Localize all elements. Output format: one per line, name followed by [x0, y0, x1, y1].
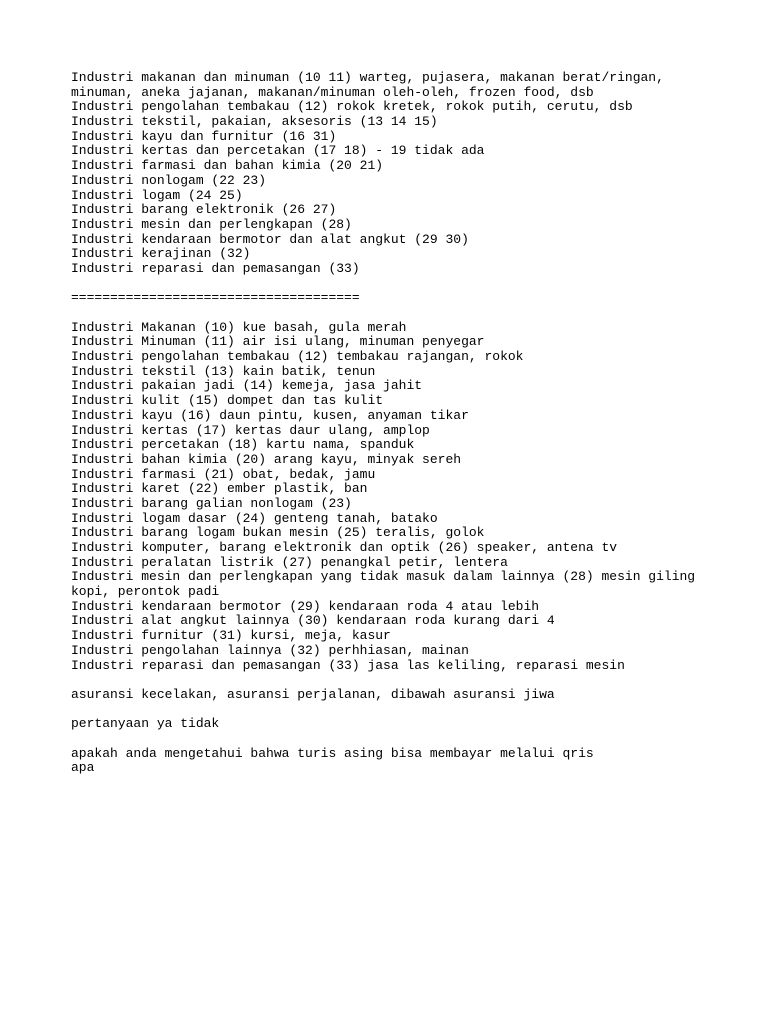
text-line: Industri reparasi dan pemasangan (33) jasa las keliling, reparasi mesin — [71, 657, 625, 673]
text-line: minuman, aneka jajanan, makanan/minuman oleh-oleh, frozen food, dsb — [71, 84, 594, 100]
text-line: Industri logam (24 25) — [71, 187, 243, 203]
text-line: Industri bahan kimia (20) arang kayu, minyak sereh — [71, 451, 462, 467]
text-line: Industri peralatan listrik (27) penangkal petir, lentera — [71, 554, 508, 570]
insurance-note: asuransi kecelakan, asuransi perjalanan, dibawah asuransi jiwa — [71, 686, 555, 702]
text-line: Industri barang galian nonlogam (23) — [71, 495, 352, 511]
text-line: Industri pakaian jadi (14) kemeja, jasa jahit — [71, 378, 423, 394]
text-line: Industri barang logam bukan mesin (25) teralis, golok — [71, 525, 485, 541]
text-line: Industri furnitur (31) kursi, meja, kasur — [71, 628, 391, 644]
text-line: Industri tekstil (13) kain batik, tenun — [71, 363, 376, 379]
text-line: Industri logam dasar (24) genteng tanah, batako — [71, 510, 438, 526]
text-line: Industri Minuman (11) air isi ulang, minuman penyegar — [71, 334, 485, 350]
text-line: Industri karet (22) ember plastik, ban — [71, 481, 368, 497]
blank-line — [71, 277, 761, 292]
document-body — [71, 71, 761, 776]
text-line: Industri kerajinan (32) — [71, 246, 251, 262]
separator-line: ===================================== — [71, 290, 360, 306]
text-line: Industri alat angkut lainnya (30) kendaraan roda kurang dari 4 — [71, 613, 555, 629]
text-line: Industri makanan dan minuman (10 11) warteg, pujasera, makanan berat/ringan, — [71, 70, 664, 85]
industry-summary-list — [71, 71, 761, 277]
text-line: Industri pengolahan lainnya (32) perhhiasan, mainan — [71, 642, 469, 658]
text-line: Industri barang elektronik (26 27) — [71, 202, 337, 218]
text-line: Industri pengolahan tembakau (12) rokok kretek, rokok putih, cerutu, dsb — [71, 99, 633, 115]
blank-line — [71, 703, 761, 718]
text-line: Industri nonlogam (22 23) — [71, 172, 267, 188]
text-line: Industri Makanan (10) kue basah, gula merah — [71, 319, 407, 335]
industry-detail-list — [71, 321, 761, 674]
text-line: Industri pengolahan tembakau (12) tembakau rajangan, rokok — [71, 349, 524, 365]
blank-line — [71, 306, 761, 321]
text-line: Industri farmasi (21) obat, bedak, jamu — [71, 466, 376, 482]
text-line: kopi, perontok padi — [71, 584, 220, 600]
blank-line — [71, 673, 761, 688]
qris-question: apakah anda mengetahui bahwa turis asing bisa membayar melalui qris — [71, 745, 594, 761]
blank-line — [71, 732, 761, 747]
question-note: pertanyaan ya tidak — [71, 716, 220, 732]
text-line: Industri mesin dan perlengkapan (28) — [71, 216, 352, 232]
text-line: Industri kendaraan bermotor (29) kendaraan roda 4 atau lebih — [71, 598, 540, 614]
text-line: Industri kertas dan percetakan (17 18) - 19 tidak ada — [71, 143, 485, 159]
text-line: Industri kayu dan furnitur (16 31) — [71, 128, 337, 144]
text-line: Industri percetakan (18) kartu nama, spanduk — [71, 437, 415, 453]
text-line: Industri kulit (15) dompet dan tas kulit — [71, 393, 384, 409]
text-line: Industri kayu (16) daun pintu, kusen, anyaman tikar — [71, 407, 469, 423]
text-line: Industri farmasi dan bahan kimia (20 21) — [71, 158, 384, 174]
qris-question-continued: apa — [71, 760, 95, 776]
text-line: Industri reparasi dan pemasangan (33) — [71, 260, 360, 276]
text-line: Industri kertas (17) kertas daur ulang, amplop — [71, 422, 430, 438]
text-line: Industri mesin dan perlengkapan yang tidak masuk dalam lainnya (28) mesin giling — [71, 569, 696, 585]
text-line: Industri tekstil, pakaian, aksesoris (13 14 15) — [71, 114, 438, 130]
text-line: Industri kendaraan bermotor dan alat angkut (29 30) — [71, 231, 469, 247]
text-line: Industri komputer, barang elektronik dan optik (26) speaker, antena tv — [71, 540, 618, 555]
